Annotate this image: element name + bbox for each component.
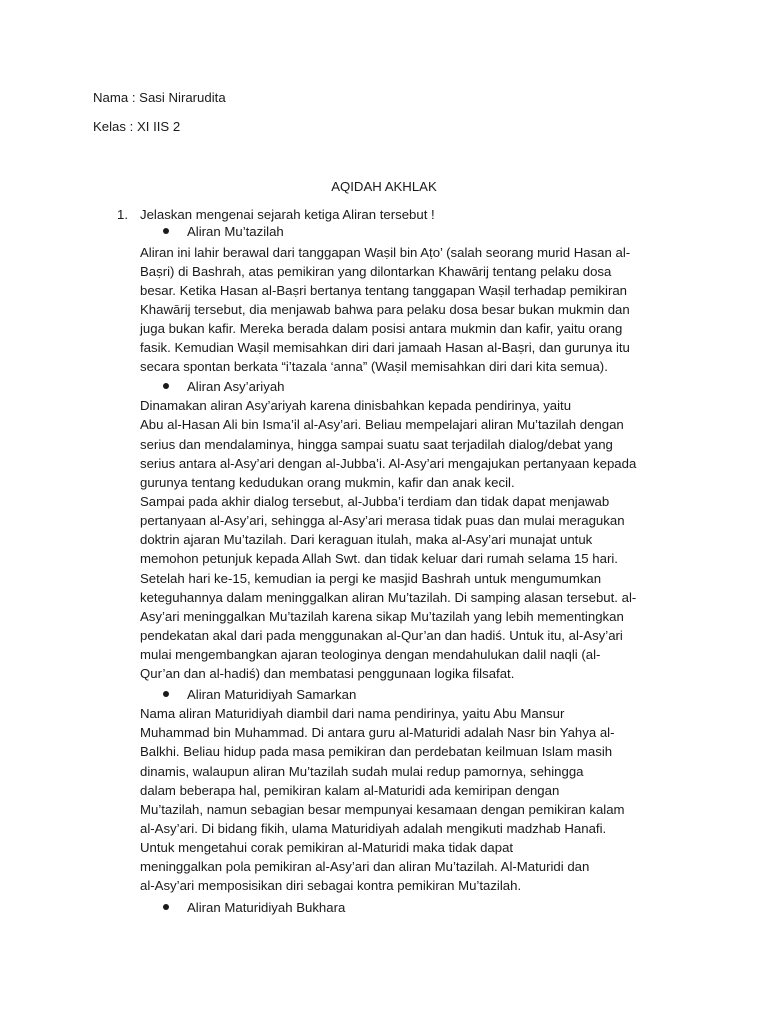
paragraph-line: dalam beberapa hal, pemikiran kalam al-Maturidi ada kemiripan dengan [140, 783, 560, 798]
paragraph-line: serius dan mendalaminya, hingga sampai suatu saat terjadilah dialog/debat yang [140, 437, 613, 452]
paragraph-line: Balkhi. Beliau hidup pada masa pemikiran dan perdebatan keilmuan Islam masih [140, 744, 613, 759]
paragraph-line: dinamis, walaupun aliran Mu’tazilah sudah mulai redup pamornya, sehingga [140, 764, 584, 779]
section-heading-maturidiyah-bukhara: Aliran Maturidiyah Bukhara [187, 900, 346, 915]
paragraph-line: Dinamakan aliran Asy’ariyah karena dinisbahkan kepada pendirinya, yaitu [140, 398, 572, 413]
paragraph-line: memohon petunjuk kepada Allah Swt. dan tidak keluar dari rumah selama 15 hari. [140, 551, 618, 566]
question-number: 1. [117, 207, 128, 222]
bullet-icon [163, 691, 169, 697]
paragraph-line: Mu’tazilah, namun sebagian besar mempunyai kesamaan dengan pemikiran kalam [140, 802, 625, 817]
paragraph-line: gurunya tentang kedudukan orang mukmin, kafir dan anak kecil. [140, 475, 515, 490]
paragraph-line: meninggalkan pola pemikiran al-Asy’ari dan aliran Mu’tazilah. Al-Maturidi dan [140, 859, 590, 874]
paragraph-line: besar. Ketika Hasan al-Baṣri bertanya tentang tanggapan Waṣil terhadap pemikiran [140, 283, 628, 298]
bullet-icon [163, 383, 169, 389]
paragraph-line: Baṣri) di Bashrah, atas pemikiran yang dilontarkan Khawārij tentang pelaku dosa [140, 264, 612, 279]
paragraph-line: pendekatan akal dari pada menggunakan al-Qur’an dan hadiś. Untuk itu, al-Asy’ari [140, 628, 623, 643]
paragraph-line: secara spontan berkata “i’tazala ‘anna” (Waṣil memisahkan diri dari kita semua). [140, 359, 608, 374]
paragraph-line: Setelah hari ke-15, kemudian ia pergi ke masjid Bashrah untuk mengumumkan [140, 571, 602, 586]
paragraph-line: Muhammad bin Muhammad. Di antara guru al-Maturidi adalah Nasr bin Yahya al- [140, 725, 615, 740]
paragraph-line: serius antara al-Asy’ari dengan al-Jubba’i. Al-Asy’ari mengajukan pertanyaan kepada [140, 456, 637, 471]
section-heading-asyariyah: Aliran Asy’ariyah [187, 379, 285, 394]
document-title: AQIDAH AKHLAK [331, 179, 437, 194]
paragraph-line: juga bukan kafir. Mereka berada dalam posisi antara mukmin dan kafir, yaitu orang [140, 321, 623, 336]
paragraph-line: Sampai pada akhir dialog tersebut, al-Jubba’i terdiam dan tidak dapat menjawab [140, 494, 610, 509]
paragraph-line: al-Asy’ari. Di bidang fikih, ulama Maturidiyah adalah mengikuti madzhab Hanafi. [140, 821, 607, 836]
paragraph-line: Nama aliran Maturidiyah diambil dari nama pendirinya, yaitu Abu Mansur [140, 706, 565, 721]
question-text: Jelaskan mengenai sejarah ketiga Aliran tersebut ! [140, 207, 435, 222]
student-class: Kelas : XI IIS 2 [93, 119, 181, 134]
paragraph-line: Asy’ari meninggalkan Mu’tazilah karena sikap Mu’tazilah yang lebih mementingkan [140, 609, 624, 624]
paragraph-line: Qur’an dan al-hadiś) dan membatasi penggunaan logika filsafat. [140, 666, 515, 681]
paragraph-line: mulai mengembangkan ajaran teologinya dengan mendahulukan dalil naqli (al- [140, 647, 601, 662]
section-heading-mutazilah: Aliran Mu’tazilah [187, 224, 284, 239]
paragraph-line: Untuk mengetahui corak pemikiran al-Maturidi maka tidak dapat [140, 840, 514, 855]
bullet-icon [163, 904, 169, 910]
paragraph-line: al-Asy’ari memposisikan diri sebagai kontra pemikiran Mu’tazilah. [140, 878, 522, 893]
paragraph-line: keteguhannya dalam meninggalkan aliran Mu’tazilah. Di samping alasan tersebut. al- [140, 590, 637, 605]
paragraph-line: Khawārij tersebut, dia menjawab bahwa para pelaku dosa besar bukan mukmin dan [140, 302, 630, 317]
section-heading-maturidiyah-samarkan: Aliran Maturidiyah Samarkan [187, 687, 357, 702]
paragraph-line: Aliran ini lahir berawal dari tanggapan Waṣil bin Aṭo’ (salah seorang murid Hasan al- [140, 245, 631, 260]
bullet-icon [163, 228, 169, 234]
paragraph-line: fasik. Kemudian Waṣil memisahkan diri dari jamaah Hasan al-Baṣri, dan gurunya itu [140, 340, 630, 355]
paragraph-line: pertanyaan al-Asy’ari, sehingga al-Asy’ari merasa tidak puas dan mulai meragukan [140, 513, 625, 528]
paragraph-line: Abu al-Hasan Ali bin Isma’il al-Asy’ari. Beliau mempelajari aliran Mu’tazilah dengan [140, 417, 624, 432]
paragraph-line: doktrin ajaran Mu’tazilah. Dari keraguan itulah, maka al-Asy’ari munajat untuk [140, 532, 593, 547]
student-name: Nama : Sasi Nirarudita [93, 90, 226, 105]
